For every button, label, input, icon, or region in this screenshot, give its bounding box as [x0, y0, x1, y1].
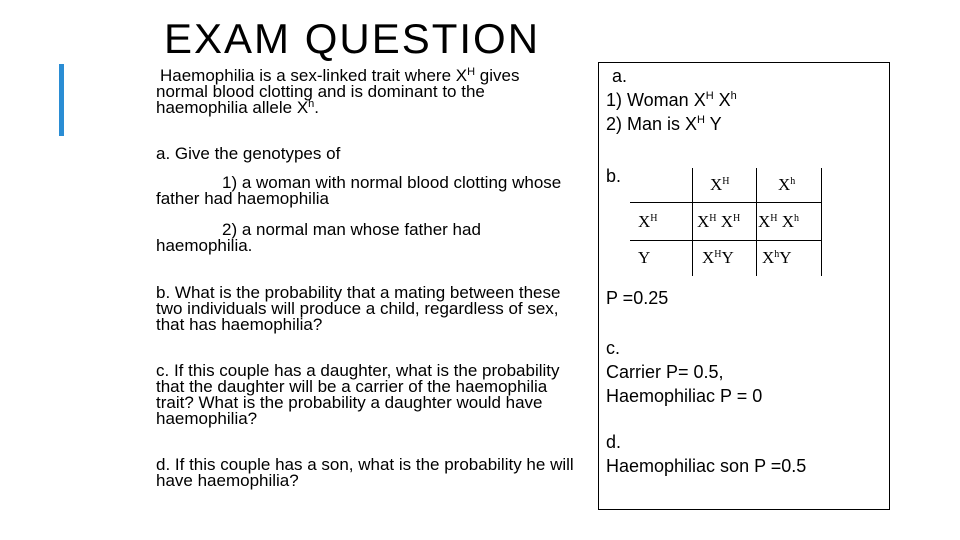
answer-a-line-2	[606, 112, 722, 136]
answer-a-line-2-prefix: 2) Man is X	[606, 114, 698, 134]
punnett-cell-xHxh: $X^H$ $X^h$	[758, 212, 800, 231]
intro-text-1: Haemophilia is a sex-linked trait where X	[160, 66, 468, 85]
question-a-item-2: 2) a normal man whose father had haemophilia.	[156, 220, 481, 255]
answer-a-label: a.	[612, 66, 628, 86]
answer-a-line-1-sup-1: H	[705, 90, 714, 102]
question-a-prompt: a. Give the genotypes of	[156, 144, 341, 163]
punnett-row-y: Y	[638, 248, 651, 267]
answer-a-line-2-sup: H	[697, 114, 705, 126]
punnett-cell-xhy: $X^hY$	[762, 248, 792, 267]
punnett-cell-xHxH: $X^H$ $X^H$	[697, 212, 741, 231]
question-c: c. If this couple has a daughter, what is the probability that the daughter will be a carrier of the haemophilia trait? What is the probability a daughter would have haemophilia?	[156, 361, 560, 428]
answer-d-label: d.	[606, 432, 622, 452]
punnett-cell-xHy: $X^HY$	[702, 248, 734, 267]
answer-a-line-2-suffix: Y	[704, 114, 722, 134]
answer-d-line-1: Haemophiliac son P =0.5	[606, 456, 807, 476]
punnett-square	[630, 168, 822, 276]
question-intro	[156, 68, 576, 116]
question-a-item-1: 1) a woman with normal blood clotting whose father had haemophilia	[156, 173, 562, 208]
answer-a-line-1-prefix: 1) Woman X	[606, 90, 706, 110]
answer-c-label: c.	[606, 338, 621, 358]
punnett-line	[692, 168, 693, 276]
answer-a-line-1-mid: X	[713, 90, 731, 110]
slide-title: EXAM QUESTION	[164, 15, 541, 62]
answer-c-line-1: Carrier P= 0.5,	[606, 362, 724, 382]
punnett-line	[630, 240, 822, 241]
punnett-line	[821, 168, 822, 276]
question-d: d. If this couple has a son, what is the probability he will have haemophilia?	[156, 455, 574, 490]
punnett-row-xH: $X^H$	[638, 212, 658, 231]
answer-a-line-1	[606, 88, 737, 112]
answer-a-line-1-sup-2: h	[730, 90, 737, 102]
punnett-header-xH: $X^H$	[710, 175, 730, 194]
punnett-header-xh: $X^h$	[778, 175, 796, 194]
intro-text-3: .	[314, 98, 320, 117]
question-b: b. What is the probability that a mating between these two individuals will produce a child, regardless of sex, that has haemophilia?	[156, 283, 561, 334]
punnett-line	[756, 168, 757, 276]
recessive-allele-sup: h	[308, 98, 315, 110]
answer-c-line-2: Haemophiliac P = 0	[606, 386, 763, 406]
answer-b-label: b.	[606, 166, 622, 186]
dominant-allele-sup: H	[467, 66, 476, 78]
punnett-line	[630, 202, 822, 203]
intro-text-2: gives normal blood clotting and is dominant to the haemophilia allele X	[156, 66, 520, 117]
answer-b-probability: P =0.25	[606, 288, 669, 308]
accent-bar	[59, 64, 64, 136]
